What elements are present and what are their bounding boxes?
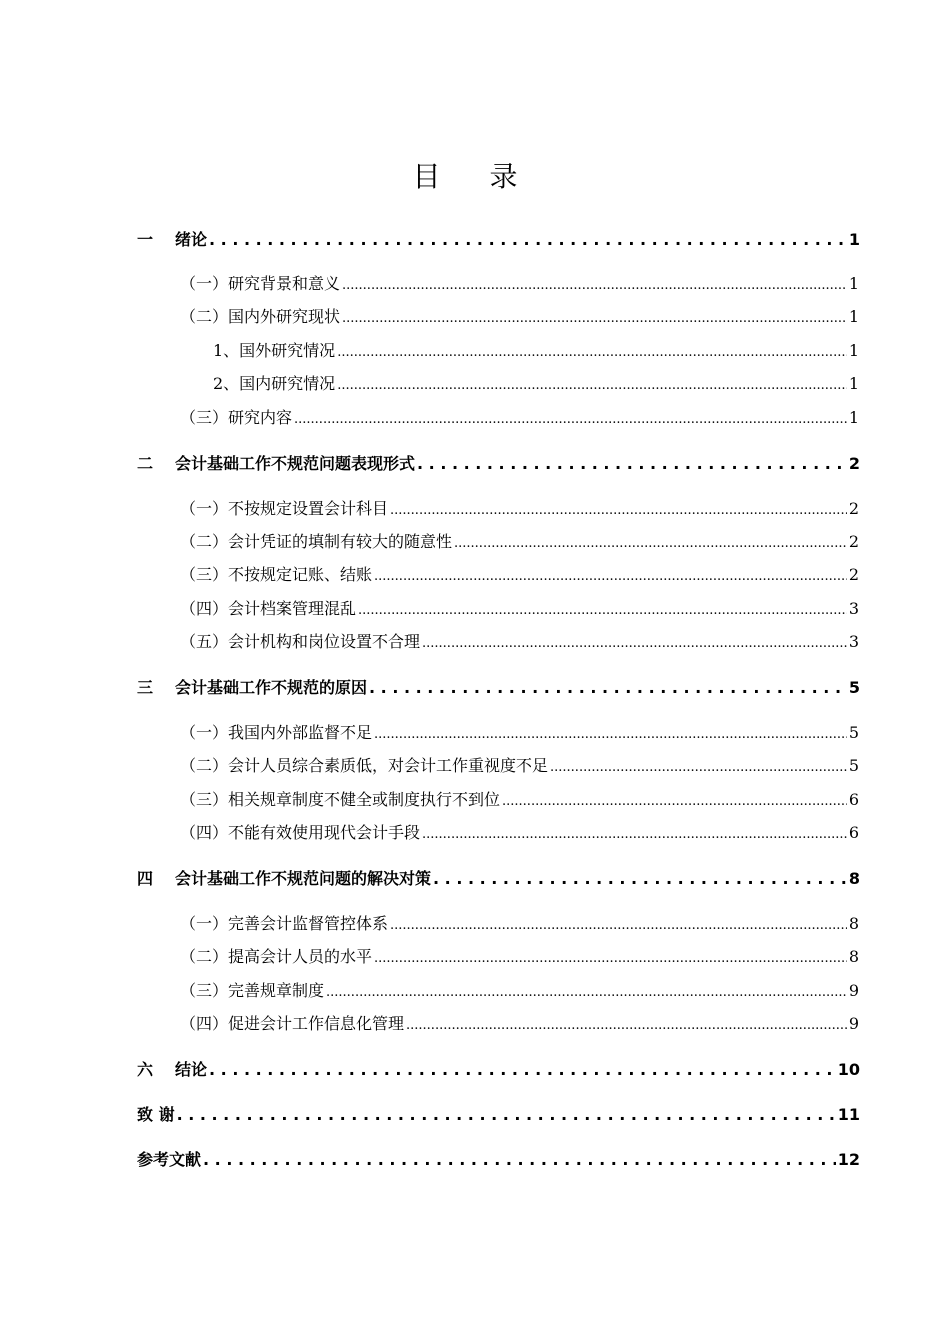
dot-leader <box>374 947 847 966</box>
toc-page-number: 6 <box>848 823 859 842</box>
dot-leader <box>177 1105 836 1124</box>
toc-page-number: 9 <box>848 1014 859 1033</box>
dot-leader <box>433 869 847 888</box>
toc-entry-title: （三）相关规章制度不健全或制度执行不到位 <box>180 790 501 809</box>
toc-page-number: 1 <box>848 374 859 393</box>
toc-page-number: 3 <box>848 632 859 651</box>
toc-entry[interactable] <box>0 629 950 652</box>
toc-entry[interactable] <box>0 720 950 743</box>
toc-chapter-number: 一 <box>137 230 154 249</box>
dot-leader <box>406 1014 847 1033</box>
toc-page-number: 8 <box>848 869 860 888</box>
dot-leader <box>209 1060 836 1079</box>
toc-entry[interactable] <box>0 1102 950 1125</box>
dot-leader <box>203 1150 836 1169</box>
toc-page-number: 5 <box>848 756 859 775</box>
toc-entry-title: （五）会计机构和岗位设置不合理 <box>180 632 421 651</box>
toc-entry[interactable] <box>0 787 950 810</box>
toc-page-number: 2 <box>848 565 859 584</box>
toc-entry-title: 1、国外研究情况 <box>213 341 336 360</box>
toc-entry-title: （一）研究背景和意义 <box>180 274 341 293</box>
toc-page-number: 8 <box>848 947 859 966</box>
toc-entry-title: （三）不按规定记账、结账 <box>180 565 373 584</box>
toc-entry[interactable] <box>0 451 950 474</box>
toc-entry[interactable] <box>0 562 950 585</box>
toc-entry-title: （三）完善规章制度 <box>180 981 325 1000</box>
toc-entry-title: （二）会计凭证的填制有较大的随意性 <box>180 532 453 551</box>
toc-entry-title: （四）不能有效使用现代会计手段 <box>180 823 421 842</box>
toc-entry[interactable] <box>0 675 950 698</box>
dot-leader <box>422 823 847 842</box>
toc-entry[interactable] <box>0 866 950 889</box>
toc-entry[interactable] <box>0 371 950 394</box>
dot-leader <box>326 981 847 1000</box>
toc-page-number: 9 <box>848 981 859 1000</box>
toc-chapter-number: 四 <box>137 869 154 888</box>
toc-entry[interactable] <box>0 911 950 934</box>
toc-entry[interactable] <box>0 338 950 361</box>
toc-entry-title: 会计基础工作不规范问题的解决对策 <box>175 869 432 888</box>
dot-leader <box>294 408 847 427</box>
toc-entry[interactable] <box>0 596 950 619</box>
toc-entry-title: 2、国内研究情况 <box>213 374 336 393</box>
toc-page-number: 8 <box>848 914 859 933</box>
toc-entry-title: 绪论 <box>175 230 208 249</box>
toc-entry[interactable] <box>0 753 950 776</box>
toc-page-number: 10 <box>837 1060 860 1079</box>
dot-leader <box>209 230 847 249</box>
dot-leader <box>358 599 847 618</box>
toc-entry-title: 参考文献 <box>137 1150 202 1169</box>
toc-entry-title: （三）研究内容 <box>180 408 293 427</box>
toc-chapter-number: 六 <box>137 1060 154 1079</box>
dot-leader <box>342 307 847 326</box>
toc-chapter-number: 三 <box>137 678 154 697</box>
dot-leader <box>374 565 847 584</box>
dot-leader <box>550 756 847 775</box>
dot-leader <box>422 632 847 651</box>
toc-page-number: 6 <box>848 790 859 809</box>
dot-leader <box>342 274 847 293</box>
toc-page-number: 11 <box>837 1105 860 1124</box>
toc-entry-title: 致 谢 <box>137 1105 175 1124</box>
toc-entry[interactable] <box>0 944 950 967</box>
toc-page-number: 5 <box>848 723 859 742</box>
toc-page-number: 1 <box>848 341 859 360</box>
toc-entry-title: （二）提高会计人员的水平 <box>180 947 373 966</box>
toc-entry[interactable] <box>0 227 950 250</box>
toc-page-number: 2 <box>848 532 859 551</box>
toc-entry[interactable] <box>0 529 950 552</box>
toc-entry-title: 会计基础工作不规范的原因 <box>175 678 368 697</box>
toc-entry-title: 结论 <box>175 1060 208 1079</box>
dot-leader <box>369 678 847 697</box>
toc-page-number: 2 <box>848 499 859 518</box>
dot-leader <box>337 341 847 360</box>
toc-entry-title: （四）促进会计工作信息化管理 <box>180 1014 405 1033</box>
toc-page-number: 12 <box>837 1150 860 1169</box>
toc-entry[interactable] <box>0 304 950 327</box>
toc-entry[interactable] <box>0 496 950 519</box>
toc-entry-title: （四）会计档案管理混乱 <box>180 599 357 618</box>
toc-entry-title: （一）我国内外部监督不足 <box>180 723 373 742</box>
toc-page-number: 1 <box>848 307 859 326</box>
dot-leader <box>374 723 847 742</box>
toc-page-number: 3 <box>848 599 859 618</box>
toc-entry[interactable] <box>0 271 950 294</box>
dot-leader <box>417 454 847 473</box>
toc-chapter-number: 二 <box>137 454 154 473</box>
toc-page-number: 5 <box>848 678 860 697</box>
toc-entry-title: 会计基础工作不规范问题表现形式 <box>175 454 416 473</box>
dot-leader <box>390 499 847 518</box>
toc-entry[interactable] <box>0 405 950 428</box>
toc-entry-title: （一）完善会计监督管控体系 <box>180 914 389 933</box>
toc-page-number: 1 <box>848 408 859 427</box>
toc-entry[interactable] <box>0 820 950 843</box>
toc-entry-title: （二）会计人员综合素质低，对会计工作重视度不足 <box>180 756 549 775</box>
toc-entry[interactable] <box>0 1011 950 1034</box>
toc-page-number: 2 <box>848 454 860 473</box>
toc-page-number: 1 <box>848 230 860 249</box>
toc-page-number: 1 <box>848 274 859 293</box>
toc-entry[interactable] <box>0 1057 950 1080</box>
page-title: 目 录 <box>412 160 538 193</box>
dot-leader <box>337 374 847 393</box>
dot-leader <box>502 790 847 809</box>
toc-entry[interactable] <box>0 1147 950 1170</box>
dot-leader <box>390 914 847 933</box>
toc-entry-title: （二）国内外研究现状 <box>180 307 341 326</box>
toc-entry[interactable] <box>0 978 950 1001</box>
toc-entry-title: （一）不按规定设置会计科目 <box>180 499 389 518</box>
dot-leader <box>454 532 847 551</box>
